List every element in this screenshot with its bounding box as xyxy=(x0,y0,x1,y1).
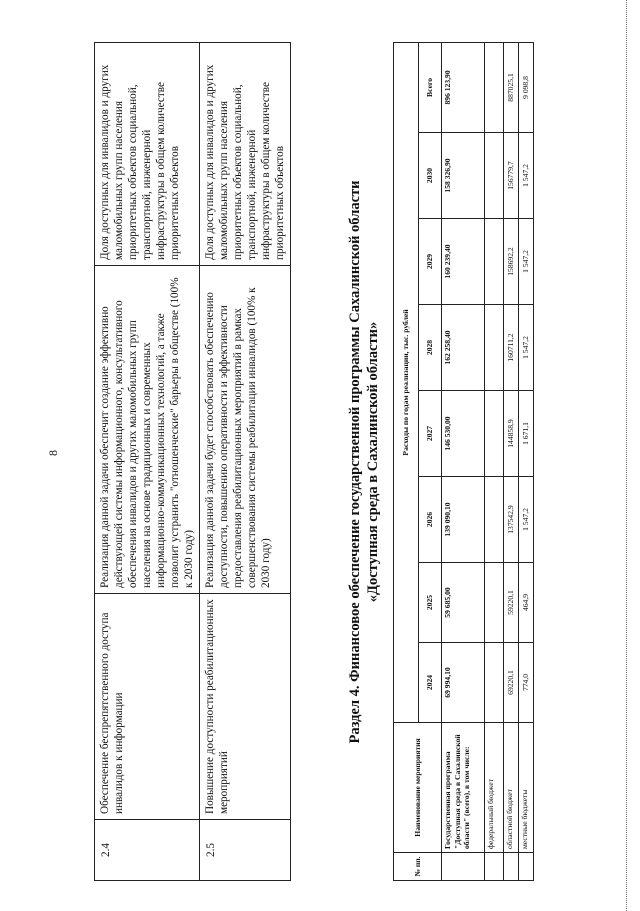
row-value xyxy=(485,133,504,219)
row-value: 9 098,8 xyxy=(519,42,534,132)
row-value: 160 239,40 xyxy=(442,219,485,305)
measure-number: 2.5 xyxy=(200,820,291,881)
row-value xyxy=(485,305,504,391)
row-value: 774,0 xyxy=(519,643,534,723)
row-value: 144858,9 xyxy=(504,391,519,477)
row-value xyxy=(485,477,504,563)
header-year: 2030 xyxy=(419,133,442,219)
row-value: 158 326,90 xyxy=(442,133,485,219)
header-year: 2024 xyxy=(419,643,442,723)
row-value: 1 671,1 xyxy=(519,391,534,477)
scan-edge-mark xyxy=(626,0,629,911)
row-value: 69220,1 xyxy=(504,643,519,723)
header-year: 2028 xyxy=(419,305,442,391)
header-year: 2027 xyxy=(419,391,442,477)
row-value xyxy=(485,42,504,132)
row-value xyxy=(485,219,504,305)
row-number xyxy=(519,853,534,881)
row-value xyxy=(485,391,504,477)
page-number: 8 xyxy=(46,450,60,456)
header-year: 2029 xyxy=(419,219,442,305)
header-expenses-group: Расходы по годам реализации, тыс. рублей xyxy=(394,42,419,722)
row-value: 69 994,10 xyxy=(442,643,485,723)
finance-row-federal xyxy=(485,42,504,880)
measure-result: Реализация данной задачи обеспечит создание эффективно действующей системы информационного, консультативного обеспечения инвалидов и других маломобильных групп населения на основе традиционных и современных информационно-коммуникационных технологий, а также позволит устранить "отношенческие" барьеры в обществе (100% к 2030 году) xyxy=(95,266,200,594)
row-value: 137542,9 xyxy=(504,477,519,563)
row-value: 464,9 xyxy=(519,563,534,643)
header-number: № пп. xyxy=(394,853,442,881)
header-year: 2025 xyxy=(419,563,442,643)
measure-result: Реализация данной задачи будет способствовать обеспечению доступности, повышению оперативности и эффективности предоставления реабилитационных мероприятий в рамках совершенствования системы реабилитации инвалидов (100% к 2030 году) xyxy=(200,266,291,594)
finance-row-total xyxy=(442,42,485,880)
row-name: Государственная программа "Доступная среда в Сахалинской области" (всего), в том числе: xyxy=(442,723,485,853)
measures-table xyxy=(94,42,291,881)
row-number xyxy=(442,853,485,881)
measure-indicator: Доля доступных для инвалидов и других маломобильных групп населения приоритетных объектов социальной, транспортной, инженерной инфраструктуры в общем количестве приоритетных объектов xyxy=(200,43,291,266)
finance-row-regional xyxy=(504,42,519,880)
row-value: 160711,2 xyxy=(504,305,519,391)
row-value: 139 090,10 xyxy=(442,477,485,563)
row-value: 59 685,00 xyxy=(442,563,485,643)
measure-indicator: Доля доступных для инвалидов и других маломобильных групп населения приоритетных объектов социальной, транспортной, инженерной инфраструктуры в общем количестве приоритетных объектов xyxy=(95,43,200,266)
row-value: 1 547,2 xyxy=(519,477,534,563)
row-number xyxy=(485,853,504,881)
row-value: 1 547,2 xyxy=(519,305,534,391)
header-year: 2026 xyxy=(419,477,442,563)
measure-number: 2.4 xyxy=(95,820,200,881)
row-value xyxy=(485,563,504,643)
row-value: 1 547,2 xyxy=(519,219,534,305)
section-heading xyxy=(346,43,382,881)
row-value: 162 258,40 xyxy=(442,305,485,391)
measure-name: Повышение доступности реабилитационных мероприятий xyxy=(200,594,291,820)
row-value xyxy=(485,643,504,723)
row-value: 146 530,00 xyxy=(442,391,485,477)
row-name: федеральный бюджет xyxy=(485,723,504,853)
row-number xyxy=(504,853,519,881)
row-value: 1 547,2 xyxy=(519,133,534,219)
header-total: Всего xyxy=(419,42,442,132)
row-value: 887025,1 xyxy=(504,42,519,132)
measure-row xyxy=(200,43,291,881)
row-value: 156779,7 xyxy=(504,133,519,219)
row-name: областной бюджет xyxy=(504,723,519,853)
section-title: Раздел 4. Финансовое обеспечение государственной программы Сахалинской области xyxy=(347,180,363,744)
finance-row-local xyxy=(519,42,534,880)
row-value: 158692,2 xyxy=(504,219,519,305)
header-name: Наименование мероприятия xyxy=(394,723,442,853)
measure-name: Обеспечение беспрепятственного доступа инвалидов к информации xyxy=(95,594,200,820)
measure-row xyxy=(95,43,200,881)
row-name: местные бюджеты xyxy=(519,723,534,853)
row-value: 896 123,90 xyxy=(442,42,485,132)
section-subtitle: «Доступная среда в Сахалинской области» xyxy=(365,321,381,603)
finance-table xyxy=(393,42,534,881)
row-value: 59220,1 xyxy=(504,563,519,643)
